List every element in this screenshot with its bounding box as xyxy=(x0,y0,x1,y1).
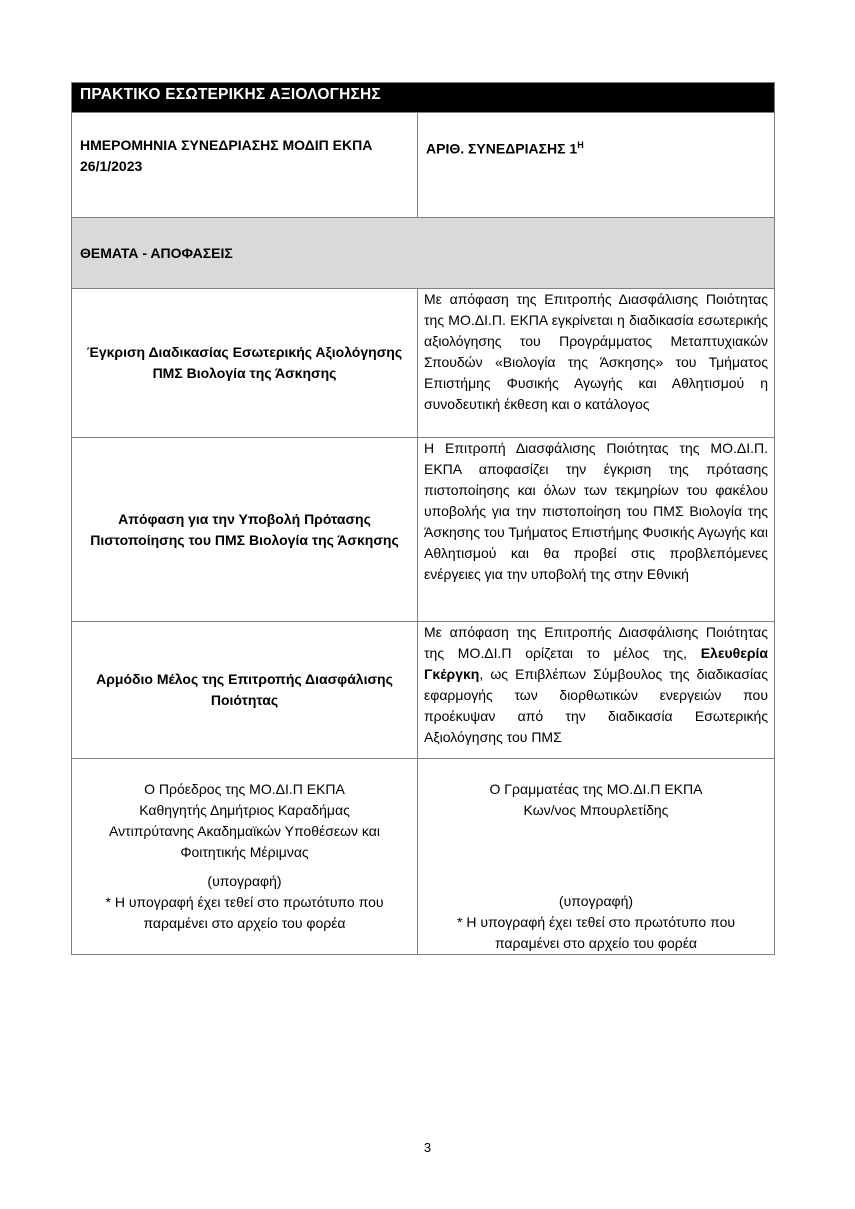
topic-decision xyxy=(418,438,775,622)
topic-row xyxy=(72,622,775,759)
signature-note-cont: παραμένει στο αρχείο του φορέα xyxy=(143,915,346,931)
meeting-date-label: ΗΜΕΡΟΜΗΝΙΑ ΣΥΝΕΔΡΙΑΣΗΣ ΜΟΔΙΠ ΕΚΠΑ xyxy=(80,137,373,153)
topic-decision xyxy=(418,289,775,438)
minutes-table xyxy=(71,82,775,955)
president-role: Αντιπρύτανης Ακαδημαϊκών Υποθέσεων και xyxy=(109,823,380,839)
session-number-label: ΑΡΙΘ. ΣΥΝΕΔΡΙΑΣΗΣ 1 xyxy=(426,140,578,157)
secretary-signature-block xyxy=(418,759,775,955)
signature-note: * Η υπογραφή έχει τεθεί στο πρωτότυπο που xyxy=(105,894,384,910)
signature-note-cont: παραμένει στο αρχείο του φορέα xyxy=(494,935,698,951)
meeting-date-value: 26/1/2023 xyxy=(80,158,143,174)
secretary-title: Ο Γραμματέας της ΜΟ.ΔΙ.Π ΕΚΠΑ xyxy=(489,781,703,797)
page-number: 3 xyxy=(423,1140,432,1155)
title-row xyxy=(72,83,775,113)
topic-title: Έγκριση Διαδικασίας Εσωτερικής Αξιολόγησης ΠΜΣ Βιολογία της Άσκησης xyxy=(72,289,418,438)
topic-row xyxy=(72,438,775,622)
president-name: Καθηγητής Δημήτριος Καραδήμας xyxy=(139,802,350,818)
topic-decision-text: Η Επιτροπή Διασφάλισης Ποιότητας της ΜΟ.ΔΙ.Π. ΕΚΠΑ αποφασίζει την έγκριση της πρότασης πιστοποίησης και όλων των τεκμηρίων του φακέλου υποβολής για την πιστοποίηση του ΠΜΣ Βιολογία της Άσκησης του Τμήματος Επιστήμης Φυσικής Αγωγής και Αθλητισμού και θα προβεί στις προβλεπόμενες ενέργειες για την υποβολή της στην Εθνική xyxy=(424,440,768,582)
signatures-row xyxy=(72,759,775,955)
meeting-info-row xyxy=(72,113,775,218)
document-title: ΠΡΑΚΤΙΚΟ ΕΣΩΤΕΡΙΚΗΣ ΑΞΙΟΛΟΓΗΣΗΣ xyxy=(72,83,775,113)
secretary-name: Κων/νος Μπουρλετίδης xyxy=(523,802,669,818)
president-signature-block xyxy=(72,759,418,955)
signature-placeholder: (υπογραφή) xyxy=(558,893,634,909)
session-number-cell xyxy=(418,113,775,218)
topic-decision-text xyxy=(424,622,768,748)
topic-title: Απόφαση για την Υποβολή Πρότασης Πιστοποίησης του ΠΜΣ Βιολογία της Άσκησης xyxy=(72,438,418,622)
topics-decisions-heading: ΘΕΜΑΤΑ - ΑΠΟΦΑΣΕΙΣ xyxy=(72,218,775,289)
topic-title: Αρμόδιο Μέλος της Επιτροπής Διασφάλισης Ποιότητας xyxy=(72,622,418,759)
topic-decision-text: Με απόφαση της Επιτροπής Διασφάλισης Ποιότητας της ΜΟ.ΔΙ.Π. ΕΚΠΑ εγκρίνεται η διαδικασία εσωτερικής αξιολόγησης του Προγράμματος Μεταπτυχιακών Σπουδών «Βιολογία της Άσκησης» του Τμήματος Επιστήμης Φυσικής Αγωγής και Αθλητισμού η συνοδευτική έκθεση και ο κατάλογος xyxy=(424,291,768,412)
decision-text-before: Με απόφαση της Επιτροπής Διασφάλισης Ποιότητας της ΜΟ.ΔΙ.Π ορίζεται το μέλος της, xyxy=(424,624,768,661)
member-name: Ελευθερία Γκέργκη xyxy=(424,645,768,682)
topics-header-row xyxy=(72,218,775,289)
topic-row xyxy=(72,289,775,438)
president-role-cont: Φοιτητικής Μέριμνας xyxy=(180,844,309,860)
decision-text-after: , ως Επιβλέπων Σύμβουλος της διαδικασίας εφαρμογής των διορθωτικών ενεργειών που προέκυψαν από την διαδικασία Εσωτερικής Αξιολόγησης του ΠΜΣ xyxy=(424,666,768,745)
meeting-date-cell xyxy=(72,113,418,218)
president-title: Ο Πρόεδρος της ΜΟ.ΔΙ.Π ΕΚΠΑ xyxy=(144,781,345,797)
topic-decision xyxy=(418,622,775,759)
signature-placeholder: (υπογραφή) xyxy=(207,873,282,889)
signature-note: * Η υπογραφή έχει τεθεί στο πρωτότυπο που xyxy=(456,914,736,930)
session-number-superscript: Η xyxy=(577,140,584,150)
